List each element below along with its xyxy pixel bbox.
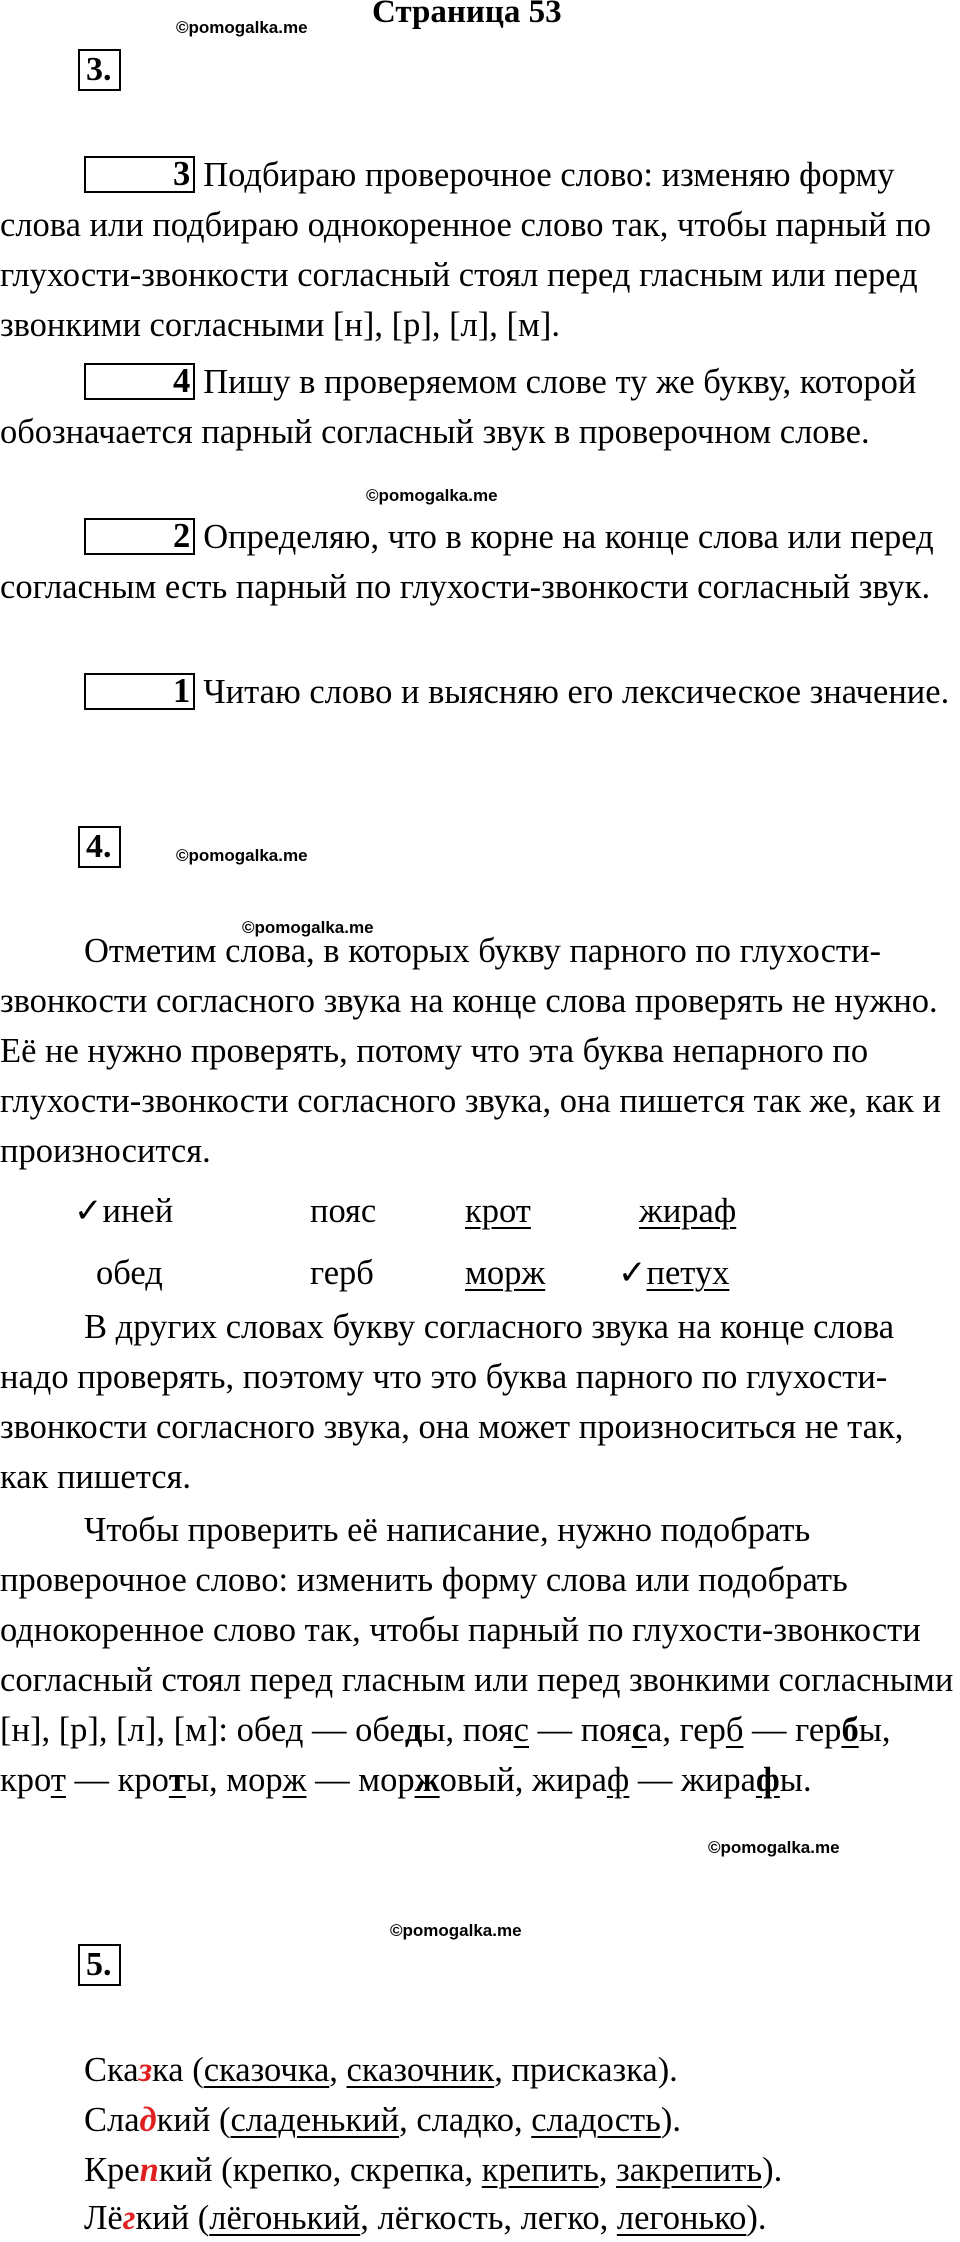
task-4-number: 4. [78,826,121,868]
task-4-paragraph-3: Чтобы проверить её написание, нужно подобрать проверочное слово: изменить форму слова или подобрать однокоренное слово так, чтобы парный по глухости-звонкости согласный стоял перед гласным или перед звонкими согласными [н], [р], [л], [м]: обед — обеды, пояс — пояса, герб — гербы, крот — кроты, морж — моржовый, жираф — жирафы. [0,1511,954,1799]
task-5-line: Лёгкий (лёгонький, лёгкость, легко, легонько). [84,2199,767,2237]
step-number-box: 3 [84,156,195,193]
task-3-step [0,357,960,457]
watermark: ©pomogalka.me [176,846,308,865]
task-3-step [0,150,960,350]
task-3-step [0,512,960,612]
step-text: Подбираю проверочное слово: изменяю форму слова или подбираю однокоренное слово так, чтобы парный по глухости-звонкости согласный стоял перед гласным или перед звонкими согласными [н], [р], [л], [м]. [0,156,932,344]
check-icon: ✓ [618,1253,647,1293]
word-underlined: петух [646,1254,730,1292]
word: иней [102,1192,174,1230]
task-5-number: 5. [78,1944,121,1986]
word: пояс [310,1192,377,1230]
task-5-line: Сказка (сказочка, сказочник, присказка). [84,2051,678,2089]
word-underlined: морж [465,1254,546,1292]
word-underlined: жираф [639,1192,737,1230]
watermark: ©pomogalka.me [390,1921,522,1940]
step-number-box: 4 [84,363,195,400]
page-title: Страница 53 [372,0,562,30]
word: герб [310,1254,374,1292]
task-4-intro: Отметим слова, в которых букву парного по глухости-звонкости согласного звука на конце слова проверять не нужно. Её не нужно проверять, потому что эта буква непарного по глухости-звонкости согласного звука, она пишется так же, как и произносится. [0,932,942,1170]
word-underlined: крот [465,1192,531,1230]
watermark: ©pomogalka.me [242,918,374,937]
watermark: ©pomogalka.me [708,1838,840,1857]
word: обед [96,1254,163,1292]
word-checked [74,1188,173,1234]
task-3-number: 3. [78,49,121,91]
step-text: Пишу в проверяемом слове ту же букву, которой обозначается парный согласный звук в проверочном слове. [0,363,917,451]
step-text: Определяю, что в корне на конце слова или перед согласным есть парный по глухости-звонкости согласный звук. [0,518,934,606]
task-4-paragraph-2: В других словах букву согласного звука на конце слова надо проверять, поэтому что это буква парного по глухости-звонкости согласного звука, она может произноситься не так, как пишется. [0,1308,904,1496]
task-3-step [0,667,960,717]
step-number-box: 1 [84,673,195,710]
watermark: ©pomogalka.me [366,486,498,505]
task-5-line: Крепкий (крепко, скрепка, крепить, закрепить). [84,2151,783,2189]
watermark: ©pomogalka.me [176,18,308,37]
step-text: Читаю слово и выясняю его лексическое значение. [203,673,950,711]
word-checked [618,1250,729,1296]
step-number-box: 2 [84,518,195,555]
check-icon: ✓ [74,1191,103,1231]
task-5-line: Сладкий (сладенький, сладко, сладость). [84,2101,681,2139]
